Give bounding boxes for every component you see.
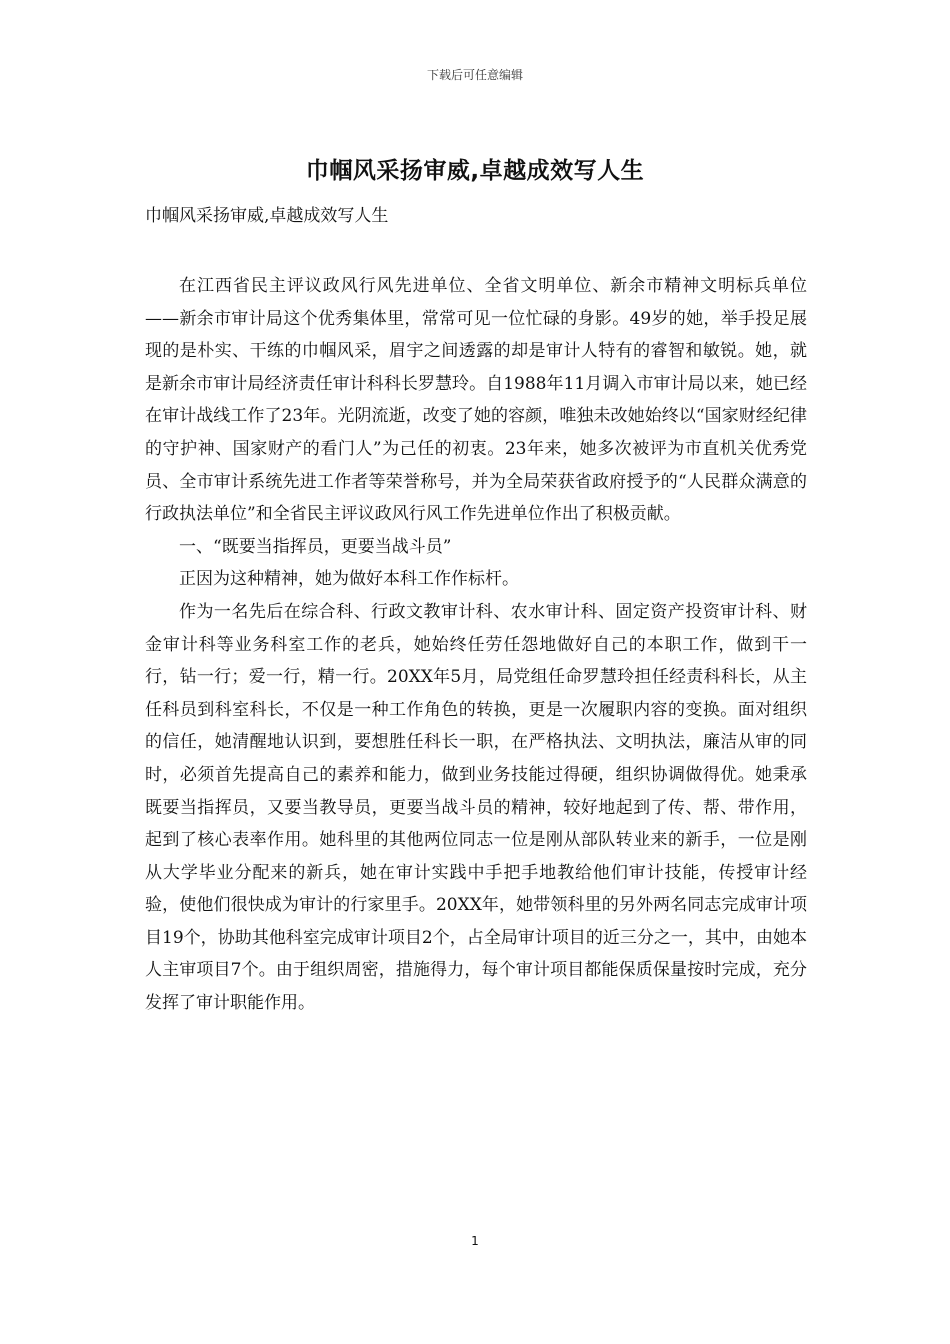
document-title: 巾帼风采扬审威,卓越成效写人生	[305, 158, 645, 184]
page-header-note: 下载后可任意编辑	[426, 68, 523, 82]
section-heading: 一、“既要当指挥员，更要当战斗员”	[179, 536, 452, 557]
paragraph-lead: 正因为这种精神，她为做好本科工作作标杆。	[179, 569, 519, 590]
page-number: 1	[471, 1234, 479, 1248]
document-body	[145, 270, 807, 1020]
paragraph-main: 作为一名先后在综合科、行政文教审计科、农水审计科、固定资产投资审计科、财金审计科等业务科室工作的老兵，她始终任劳任怨地做好自己的本职工作，做到干一行，钻一行；爱一行，精一行。20XX年5月，局党组任命罗慧玲担任经责科科长，从主任科员到科室科长，不仅是一种工作角色的转换，更是一次履职内容的变换。面对组织的信任，她清醒地认识到，要想胜任科长一职，在严格执法、文明执法，廉洁从审的同时，必须首先提高自己的素养和能力，做到业务技能过得硬，组织协调做得优。她秉承既要当指挥员，又要当教导员，更要当战斗员的精神，较好地起到了传、帮、带作用，起到了核心表率作用。她科里的其他两位同志一位是刚从部队转业来的新手，一位是刚从大学毕业分配来的新兵，她在审计实践中手把手地教给他们审计技能，传授审计经验，使他们很快成为审计的行家里手。20XX年，她带领科里的另外两名同志完成审计项目19个，协助其他科室完成审计项目2个，占全局审计项目的近三分之一，其中，由她本人主审项目7个。由于组织周密，措施得力，每个审计项目都能保质保量按时完成，充分发挥了审计职能作用。	[145, 601, 807, 1014]
paragraph-intro: 在江西省民主评议政风行风先进单位、全省文明单位、新余市精神文明标兵单位——新余市审计局这个优秀集体里，常常可见一位忙碌的身影。49岁的她，举手投足展现的是朴实、干练的巾帼风采，眉宇之间透露的却是审计人特有的睿智和敏锐。她，就是新余市审计局经济责任审计科科长罗慧玲。自1988年11月调入市审计局以来，她已经在审计战线工作了23年。光阴流逝，改变了她的容颜，唯独未改她始终以“国家财经纪律的守护神、国家财产的看门人”为己任的初衷。23年来，她多次被评为市直机关优秀党员、全市审计系统先进工作者等荣誉称号，并为全局荣获省政府授予的“人民群众满意的行政执法单位”和全省民主评议政风行风工作先进单位作出了积极贡献。	[145, 276, 807, 525]
document-subtitle: 巾帼风采扬审威,卓越成效写人生	[145, 206, 389, 226]
